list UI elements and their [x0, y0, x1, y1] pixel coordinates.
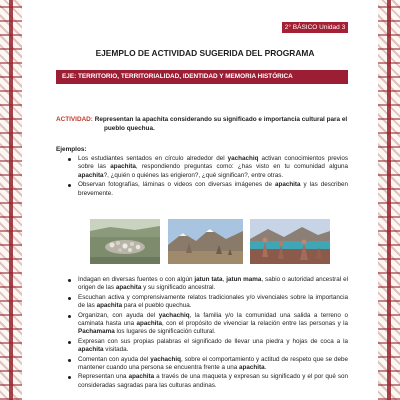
activity-text-continued: pueblo quechua.	[104, 125, 155, 132]
lake-cairns-photo	[250, 219, 330, 264]
decorative-border-right	[378, 0, 400, 400]
examples-list-top	[66, 155, 348, 199]
list-item: Comentan con ayuda del yachachiq, sobre el comportamiento y actitud de respeto que se debe mantener cuando una persona se encuentra frente a una apachita.	[66, 356, 348, 373]
unit-badge: 2° BÁSICO Unidad 3	[282, 22, 348, 33]
list-item: Organizan, con ayuda del yachachiq, la familia y/o la comunidad una salida a terreno o caminata hasta una apachita, con el propósito de vivenciar la relación entre las personas y la Pachamama los lugares de significación cultural.	[66, 312, 348, 337]
activity-label: ACTIVIDAD:	[56, 116, 93, 123]
list-item: Los estudiantes sentados en círculo alrededor del yachachiq activan conocimientos previos sobre las apachita, respondiendo preguntas como: ¿has visto en tu comunidad alguna apachita?, ¿quién o quiénes las erigieron?, ¿qué significan?, entre otras.	[66, 155, 348, 180]
stone-cairn-field-photo	[90, 219, 160, 264]
mountain-apachitas-photo	[168, 219, 243, 264]
photo-row	[90, 219, 330, 264]
eje-banner: EJE: TERRITORIO, TERRITORIALIDAD, IDENTIDAD Y MEMORIA HISTÓRICA	[56, 70, 348, 84]
list-item: Observan fotografías, láminas o videos con diversas imágenes de apachita y las describen brevemente.	[66, 181, 348, 198]
list-item: Indagan en diversas fuentes o con algún jatun tata, jatun mama, sabio o autoridad ancestral el origen de las apachita y su significado ancestral.	[66, 276, 348, 293]
examples-label: Ejemplos:	[56, 146, 87, 153]
list-item: Expresan con sus propias palabras el significado de llevar una piedra y hojas de coca a la apachita visitada.	[66, 338, 348, 355]
page-title: EJEMPLO DE ACTIVIDAD SUGERIDA DEL PROGRAMA	[95, 48, 315, 58]
decorative-border-left	[0, 0, 22, 400]
activity-text: Representan la apachita considerando su significado e importancia cultural para el	[94, 116, 348, 123]
examples-list-bottom	[66, 276, 348, 391]
activity-block	[56, 115, 348, 133]
list-item: Escuchan activa y comprensivamente relatos tradicionales y/o vivenciales sobre la importancia de las apachita para el pueblo quechua.	[66, 294, 348, 311]
list-item: Representan una apachita a través de una maqueta y expresan su significado y el por qué son consideradas sagradas para las culturas andinas.	[66, 373, 348, 390]
